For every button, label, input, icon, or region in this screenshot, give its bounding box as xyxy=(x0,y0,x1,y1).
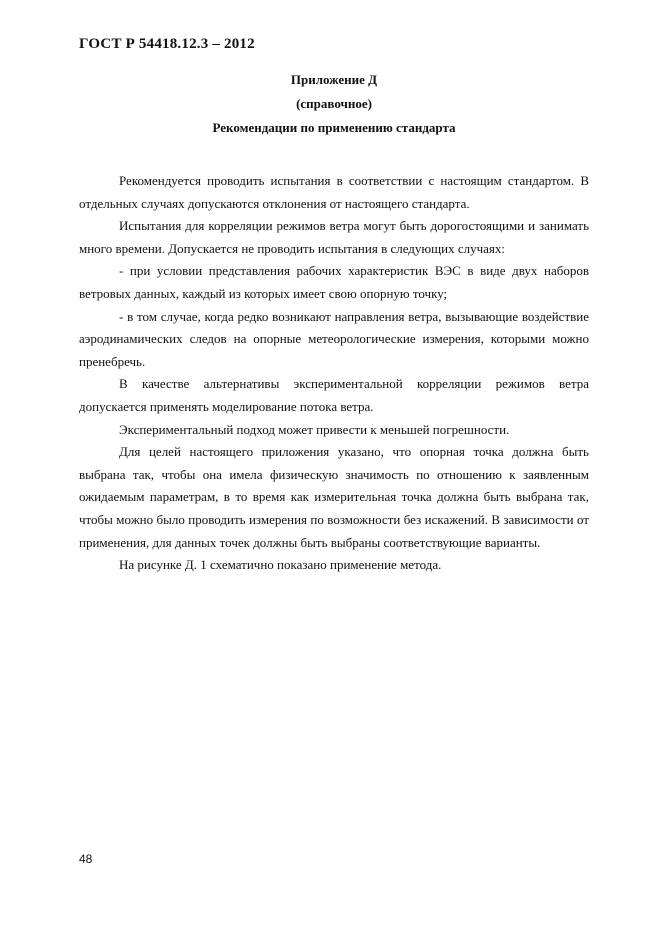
paragraph-5: В качестве альтернативы экспериментальной корреляции режимов ветра допускается применять моделирование потока ветра. xyxy=(79,376,589,414)
body-text xyxy=(79,170,589,577)
appendix-title: Приложение Д xyxy=(290,72,378,87)
document-code: ГОСТ Р 54418.12.3 – 2012 xyxy=(79,36,255,52)
paragraph-2: Испытания для корреляции режимов ветра могут быть дорогостоящими и занимать много времени. Допускается не проводить испытания в следующих случаях: xyxy=(79,218,589,256)
page-number: 48 xyxy=(79,852,93,866)
appendix-heading: Рекомендации по применению стандарта xyxy=(212,120,456,135)
appendix-subtitle: (справочное) xyxy=(296,96,372,111)
paragraph-4: - в том случае, когда редко возникают направления ветра, вызывающие воздействие аэродинамических следов на опорные метеорологические измерения, которыми можно пренебречь. xyxy=(79,308,589,369)
paragraph-1: Рекомендуется проводить испытания в соответствии с настоящим стандартом. В отдельных случаях допускаются отклонения от настоящего стандарта. xyxy=(79,173,589,211)
paragraph-6: Экспериментальный подход может привести к меньшей погрешности. xyxy=(119,421,510,437)
paragraph-8: На рисунке Д. 1 схематично показано применение метода. xyxy=(119,557,442,573)
paragraph-7: Для целей настоящего приложения указано, что опорная точка должна быть выбрана так, чтобы она имела физическую значимость по отношению к заявленным ожидаемым параметрам, в то время как измерительная точка должна быть выбрана так, чтобы можно было проводить измерения по возможности без искажений. В зависимости от применения, для данных точек должны быть выбраны соответствующие варианты. xyxy=(79,444,589,550)
paragraph-3: - при условии представления рабочих характеристик ВЭС в виде двух наборов ветровых данных, каждый из которых имеет свою опорную точку; xyxy=(79,263,589,301)
